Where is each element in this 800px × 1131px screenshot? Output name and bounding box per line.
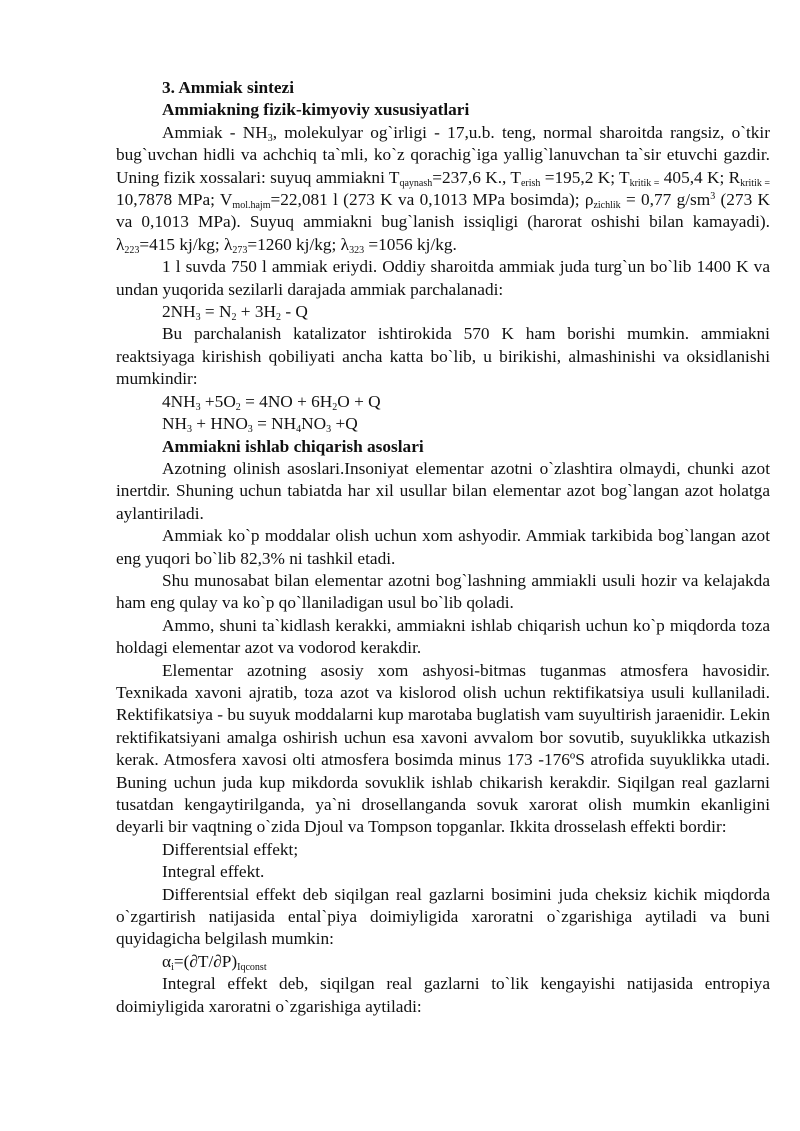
- paragraph-integral-effect: Integral effekt deb, siqilgan real gazlarni to`lik kengayishi natijasida entropiya doimiyligida xaroratni o`zgarishiga aytiladi:: [116, 974, 770, 1016]
- paragraph-reactivity: Bu parchalanish katalizator ishtirokida 570 K ham borishi mumkin. ammiakni reaktsiyaga kirishish qobiliyati ancha katta bo`lib, u birikishi, almashinishi va oksidlanishi mumkindir:: [116, 324, 770, 389]
- paragraph-raw-material: Ammiak ko`p moddalar olish uchun xom ashyodir. Ammiak tarkibida bog`langan azot eng yuqori bo`lib 82,3% ni tashkil etadi.: [116, 526, 770, 568]
- list-item-integral: Integral effekt.: [162, 862, 265, 882]
- paragraph-nitrogen-basics: Azotning olinish asoslari.Insoniyat elementar azotni o`zlashtira olmaydi, chunki azot inertdir. Shuning uchun tabiatda har xil usullar bilan elementar azot bog`langan azot holatga aylantiriladi.: [116, 458, 770, 523]
- subtitle-physical-chemical-properties: Ammiakning fizik-kimyoviy xususiyatlari: [162, 100, 470, 120]
- list-item-differential: Differentsial effekt;: [162, 839, 299, 859]
- paragraph-solubility: 1 l suvda 750 l ammiak eriydi. Oddiy sharoitda ammiak juda turg`un bo`lib 1400 K va undan yuqorida sezilarli darajada ammiak parchalanadi:: [116, 257, 770, 299]
- paragraph-properties: Ammiak - $NH_3$, molekulyar og`irligi - 17,u.b. teng, normal sharoitda rangsiz, o`tkir bug`uvchan hidli va achchiq ta`mli, ko`z qorachig`iga yallig`lanuvchan ta`sir etuvchi gazdir. Uning fizik xossalari: suyuq ammiakni $T_{qaynash}=237,6$ K., $T_{erish} =195,2$ K; $T_{kritik =}$ 405,4 K; $R_{kritik =}$ 10,7878 MPa; $V_{mol.hajm}=22,081$ l (273 K va 0,1013 MPa bosimda); $\rho_{zichlik} = 0,77$ $g/sm^3$ (273 K va 0,1013 MPa). Suyuq ammiakni bug`lanish issiqligi (harorat oshishi bilan kamayadi). $\lambda_{223}=415$ kj/kg; $\lambda_{273}=1260$ kj/kg; $\lambda_{323} =1056$ kj/kg.: [116, 122, 771, 256]
- paragraph-pure-nitrogen: Ammo, shuni ta`kidlash kerakki, ammiakni ishlab chiqarish uchun ko`p miqdorda toza holdagi elementar azot va vodorod kerakdir.: [116, 615, 770, 658]
- equation-decomposition: $2NH_3 = N_2 + 3H_2 - Q$: [162, 302, 308, 324]
- formula-differential-effect: $\alpha_i=(\partial T/\partial P)_{Iqconst}$: [162, 951, 267, 973]
- equation-nitrate: $NH_3 + HNO_3 = NH_4NO_3 +Q$: [162, 414, 358, 436]
- section-title: 3. Ammiak sintezi: [162, 78, 295, 97]
- paragraph-ammonia-method: Shu munosabat bilan elementar azotni bog`lashning ammiakli usuli hozir va kelajakda ham eng qulay va ko`p qo`llaniladigan usul bo`lib qoladi.: [116, 570, 770, 613]
- subtitle-production-basics: Ammiakni ishlab chiqarish asoslari: [162, 436, 424, 456]
- equation-oxidation: $4NH_3 +5O_2 = 4NO + 6H_2O + Q$: [162, 391, 381, 413]
- document-body: [116, 77, 770, 1018]
- paragraph-air-rectification: Elementar azotning asosiy xom ashyosi-bitmas tuganmas atmosfera havosidir. Texnikada xavoni ajratib, toza azot va kislorod olish uchun rektifikatsiya usuli kullaniladi. Rektifikatsiya - bu suyuk moddalarni kup marotaba buglatish vam suyultirish jaraenidir. Lekin rektifikatsiyani amalga oshirish uchun esa xavoni avvalom bor sovutib, suyuklikka utkazish kerak. Atmosfera xavosi olti atmosfera bosimda minus 173 -176ºS atrofida suyuklikka utadi. Buning uchun juda kup mikdorda sovuklik ishlab chikarish kerakdir. Siqilgan real gazlarni tusatdan kengaytirilganda, ya`ni drosellanganda sovuk xarorat olish mumkin ekanligini deyarli bir vaqtning o`zida Djoul va Tompson topganlar. Ikkita drosselash effekti bordir:: [116, 660, 770, 837]
- paragraph-differential-effect: Differentsial effekt deb siqilgan real gazlarni bosimini juda cheksiz kichik miqdorda o`zgartirish natijasida ental`piya doimiyligida xaroratni o`zgarishiga aytiladi va buni quyidagicha belgilash mumkin:: [116, 884, 770, 949]
